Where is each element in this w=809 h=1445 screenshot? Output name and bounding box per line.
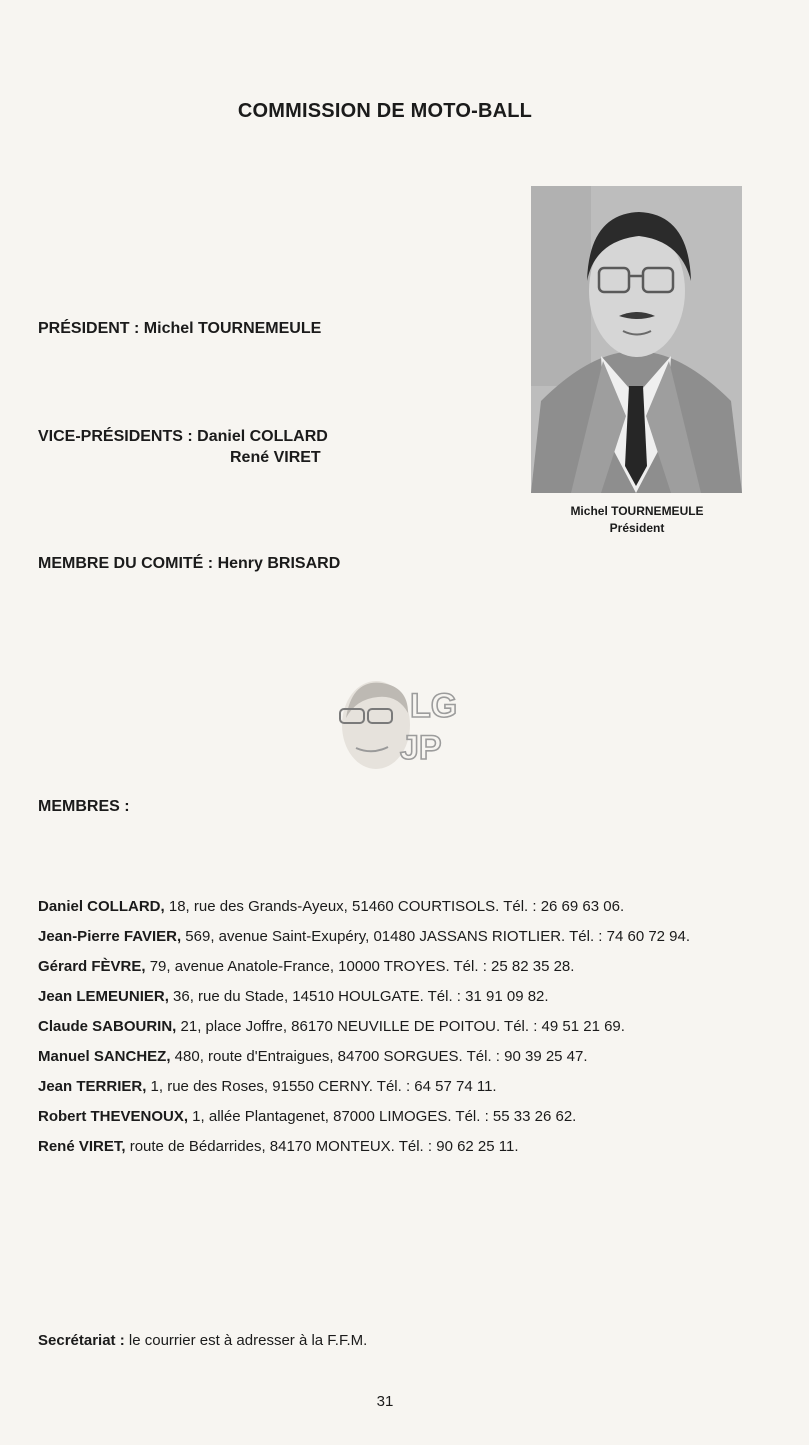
list-item — [38, 988, 738, 1006]
president-name: Michel TOURNEMEULE — [143, 320, 322, 337]
photo-caption — [540, 503, 734, 537]
list-item — [38, 1138, 738, 1156]
member-details: 1, rue des Roses, 91550 CERNY. Tél. : 64 57 74 11. — [146, 1078, 497, 1095]
member-name: Jean-Pierre FAVIER, — [38, 928, 182, 945]
member-details: 18, rue des Grands-Ayeux, 51460 COURTISOLS. Tél. : 26 69 63 06. — [164, 898, 625, 915]
watermark-stamp — [338, 673, 478, 773]
list-item — [38, 898, 738, 916]
member-name: René VIRET, — [38, 1138, 126, 1155]
member-name: Daniel COLLARD, — [38, 898, 165, 915]
member-name: Jean TERRIER, — [38, 1078, 147, 1095]
president-portrait-photo — [531, 186, 742, 493]
list-item — [38, 1018, 738, 1036]
member-name: Robert THEVENOUX, — [38, 1108, 189, 1125]
member-name: Claude SABOURIN, — [38, 1018, 177, 1035]
page-title: COMMISSION DE MOTO-BALL — [237, 100, 533, 122]
watermark-logo — [338, 673, 478, 773]
list-item — [38, 1108, 738, 1126]
committee-member-name: Henry BRISARD — [217, 555, 341, 572]
secretariat-note — [38, 1332, 367, 1349]
caption-role: Président — [609, 521, 665, 535]
member-name: Manuel SANCHEZ, — [38, 1048, 171, 1065]
member-details: 480, route d'Entraigues, 84700 SORGUES. Tél. : 90 39 25 47. — [170, 1048, 588, 1065]
list-item — [38, 928, 738, 946]
committee-member-label: MEMBRE DU COMITÉ : — [38, 555, 214, 572]
list-item — [38, 958, 738, 976]
watermark-letters-bottom: JP — [400, 729, 442, 767]
president-label: PRÉSIDENT : — [38, 320, 140, 337]
secretariat-text: le courrier est à adresser à la F.F.M. — [124, 1332, 368, 1349]
watermark-letters-top: LG — [410, 687, 458, 725]
member-details: 1, allée Plantagenet, 87000 LIMOGES. Tél. : 55 33 26 62. — [188, 1108, 577, 1125]
caption-name: Michel TOURNEMEULE — [570, 504, 704, 518]
member-details: 36, rue du Stade, 14510 HOULGATE. Tél. : 31 91 09 82. — [168, 988, 549, 1005]
page-number: 31 — [376, 1393, 394, 1410]
committee-member-line — [38, 555, 340, 573]
vice-president-name: Daniel COLLARD — [197, 428, 328, 445]
members-list — [38, 898, 738, 1168]
members-heading: MEMBRES : — [38, 798, 130, 815]
member-details: 569, avenue Saint-Exupéry, 01480 JASSANS RIOTLIER. Tél. : 74 60 72 94. — [181, 928, 691, 945]
vice-president-name: René VIRET — [230, 449, 321, 466]
member-name: Jean LEMEUNIER, — [38, 988, 169, 1005]
portrait-illustration — [531, 186, 742, 493]
list-item — [38, 1048, 738, 1066]
secretariat-label: Secrétariat : — [38, 1332, 125, 1349]
list-item — [38, 1078, 738, 1096]
vice-presidents-label: VICE-PRÉSIDENTS : — [38, 428, 193, 445]
president-line — [38, 320, 321, 338]
member-details: route de Bédarrides, 84170 MONTEUX. Tél. : 90 62 25 11. — [125, 1138, 519, 1155]
member-details: 21, place Joffre, 86170 NEUVILLE DE POITOU. Tél. : 49 51 21 69. — [176, 1018, 625, 1035]
member-name: Gérard FÈVRE, — [38, 958, 146, 975]
member-details: 79, avenue Anatole-France, 10000 TROYES. Tél. : 25 82 35 28. — [145, 958, 575, 975]
vice-presidents-line — [38, 428, 328, 446]
